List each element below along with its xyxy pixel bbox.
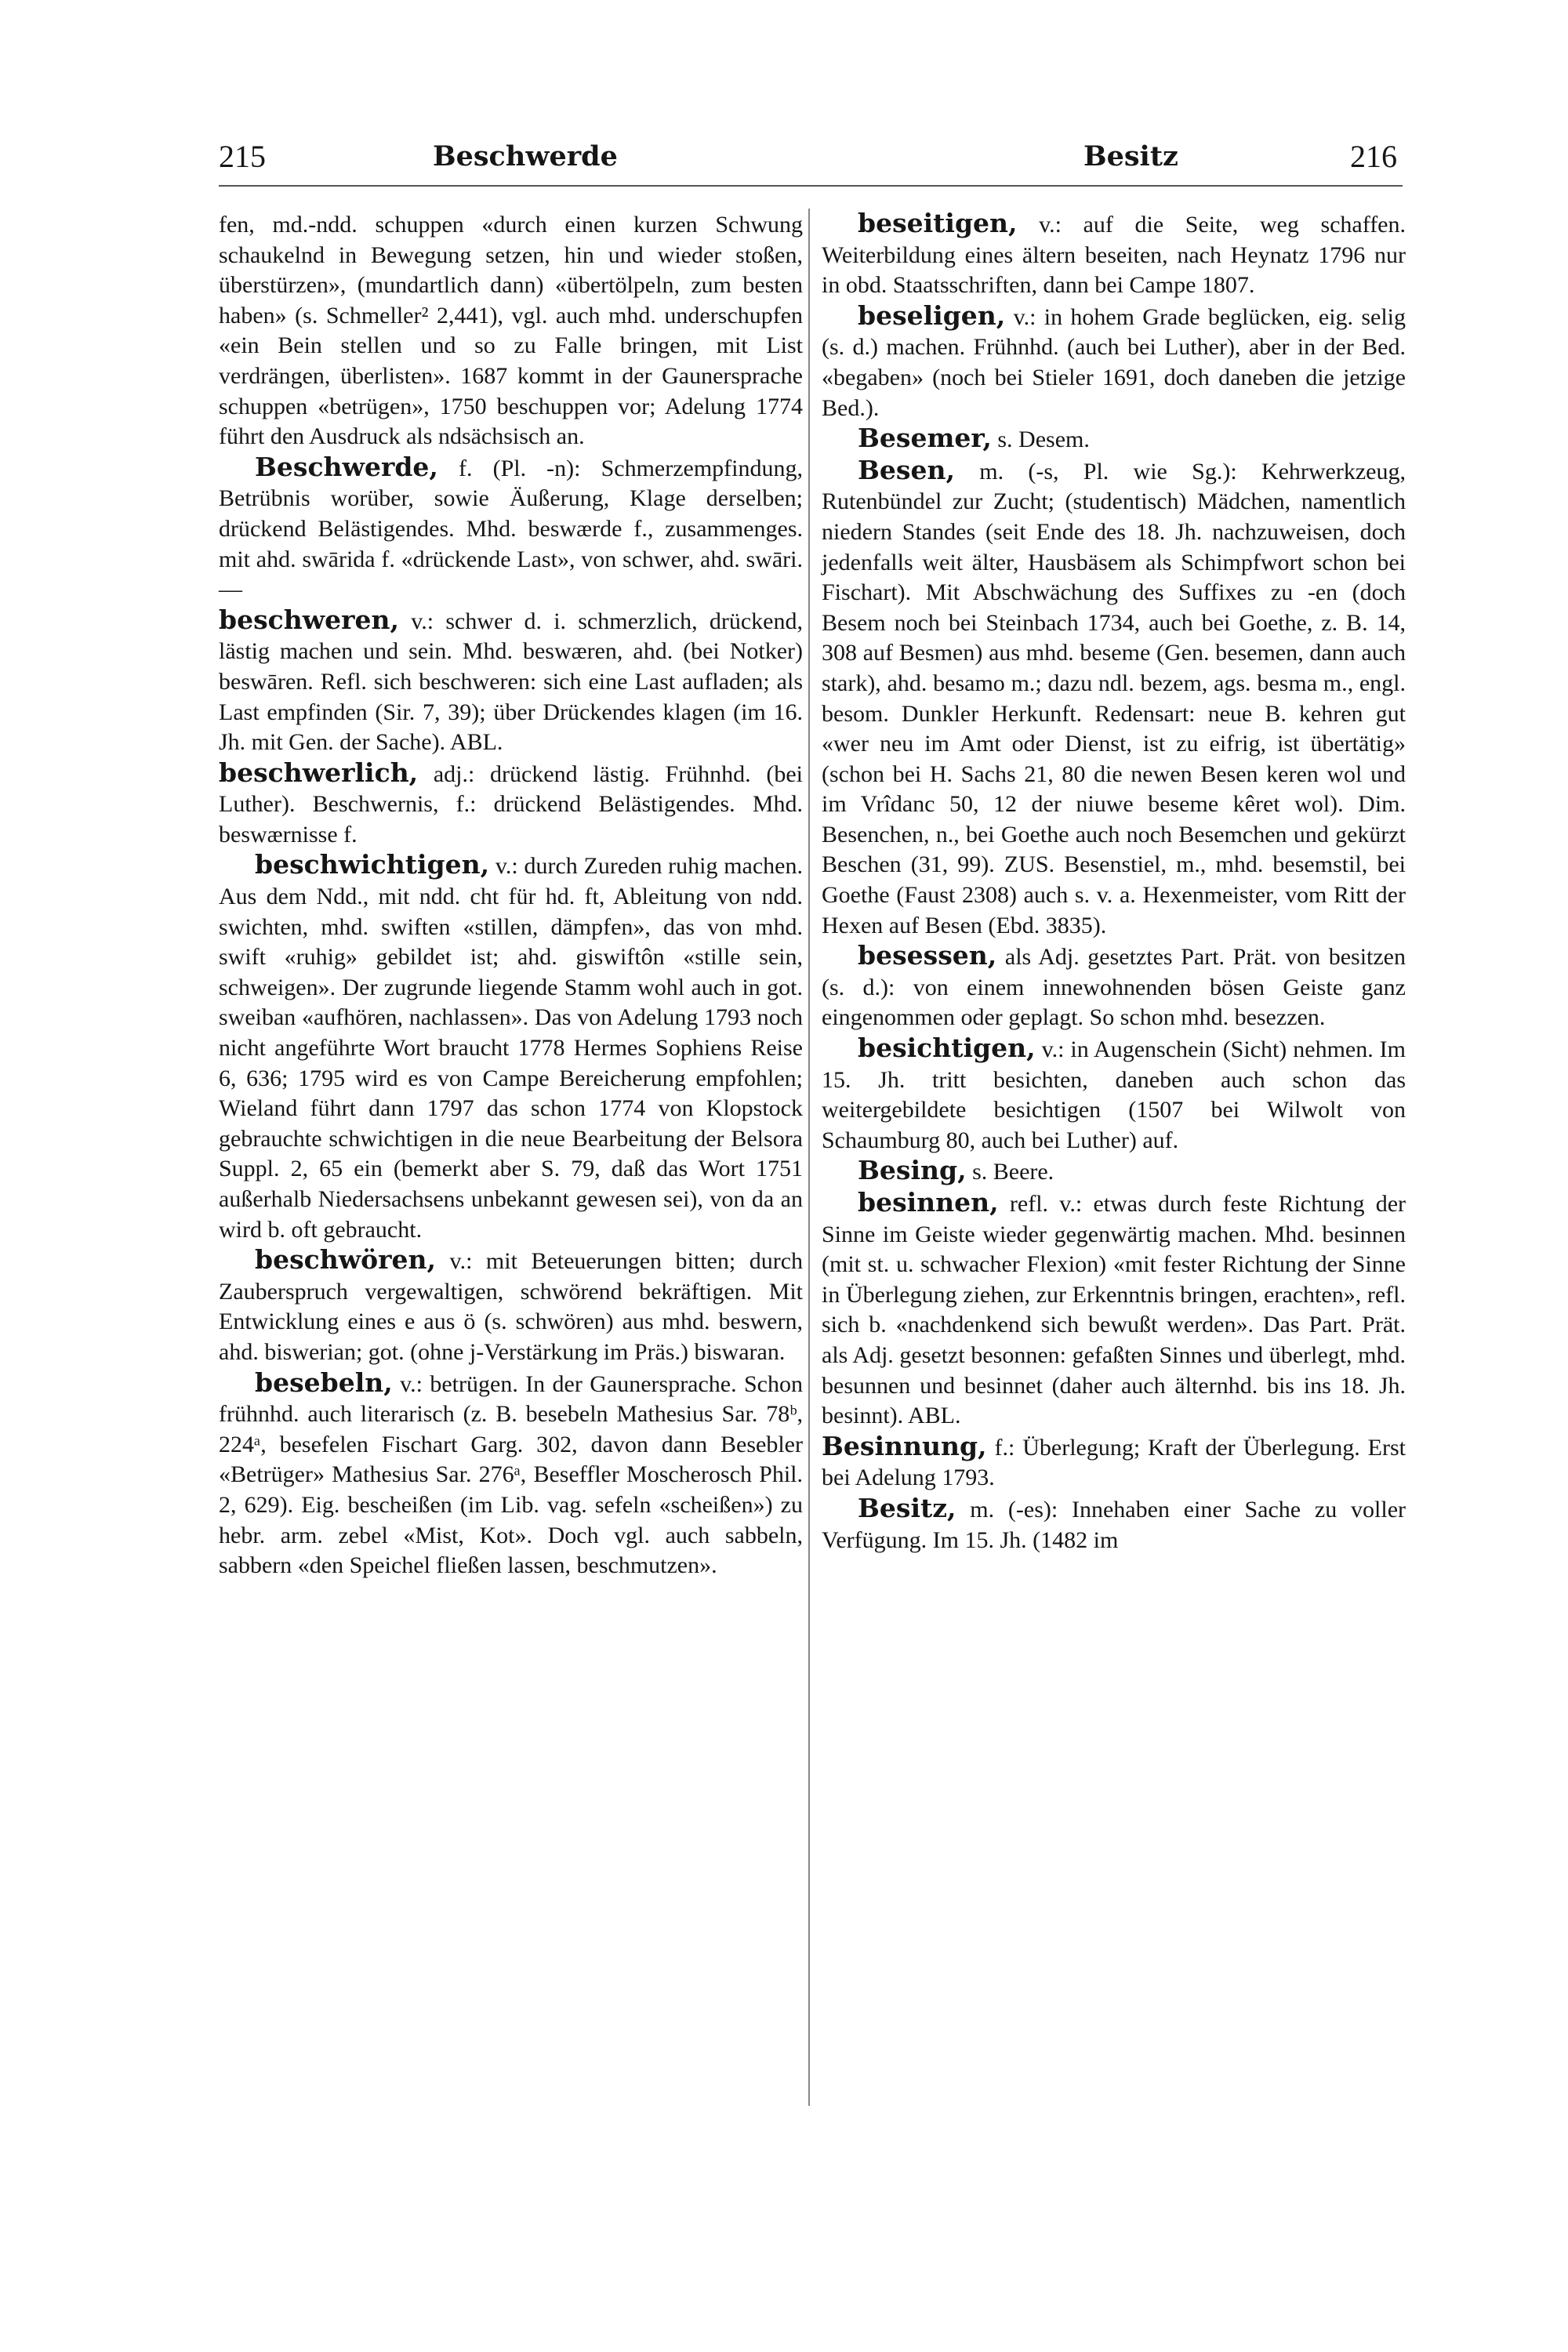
column-divider	[808, 209, 810, 2106]
dictionary-entry	[219, 605, 803, 758]
entry-lemma: Besen,	[858, 454, 955, 485]
entry-text: v.: durch Zureden ruhig machen. Aus dem Ndd., mit ndd. cht für hd. ft, Ableitung von ndd. swichten, mhd. swiften «stillen, dämpfen», das von mhd. swift «ruhig» gebildet ist; ahd. giswiftôn «stille sein, schweigen». Der zugrunde liegende Stamm wohl auch in got. sweiban «aufhören, nachlassen». Das von Adelung 1793 noch nicht angeführte Wort braucht 1778 Hermes Sophiens Reise 6, 636; 1795 wird es von Campe Bereicherung empfohlen; Wieland führt dann 1797 das schon 1774 von Klopstock gebrauchte schwichtigen in die neue Bearbeitung der Belsora Suppl. 2, 65 ein (bemerkt aber S. 79, daß das Wort 1751 außerhalb Niedersachsens unbekannt gewesen sei), von da an wird b. oft gebraucht.	[219, 853, 804, 1243]
dictionary-entry	[822, 1188, 1406, 1432]
entry-text: v.: auf die Seite, weg schaffen. Weiterbildung eines ältern beseiten, nach Heynatz 1796 nur in obd. Staatsschriften, dann bei Campe 1807.	[822, 212, 1406, 299]
dictionary-entry	[822, 1033, 1406, 1156]
page-number-right: 216	[1350, 139, 1397, 174]
entry-text: m. (-s, Pl. wie Sg.): Kehrwerkzeug, Rutenbündel zur Zucht; (studentisch) Mädchen, namentlich niedern Standes (seit Ende des 18. Jh. nachzuweisen, doch jedenfalls weit älter, Hausbäsem als Schimpfwort schon bei Fischart). Mit Abschwächung des Suffixes zu -en (doch Besem noch bei Steinbach 1734, auch bei Goethe, z. B. 14, 308 auf Besmen) aus mhd. beseme (Gen. besemen, dann auch stark), ahd. besamo m.; dazu ndl. bezem, ags. besma m., engl. besom. Dunkler Herkunft. Redensart: neue B. kehren gut «wer neu im Amt oder Dienst, ist zu eifrig, ist übertätig» (schon bei H. Sachs 21, 80 die newen Besen keren wol und im Vrîdanc 50, 12 der niuwe beseme kêret wol). Dim. Besenchen, n., bei Goethe auch noch Besemchen und gekürzt Beschen (31, 99). ZUS. Besenstiel, m., mhd. besemstil, bei Goethe (Faust 2308) auch s. v. a. Hexenmeister, vom Ritt der Hexen auf Besen (Ebd. 3835).	[822, 458, 1406, 938]
entry-text: m. (-es): Innehaben einer Sache zu voller Verfügung. Im 15. Jh. (1482 im	[822, 1496, 1406, 1553]
dictionary-entry	[219, 209, 803, 452]
dictionary-entry	[822, 1432, 1406, 1494]
entry-lemma: beseligen,	[858, 299, 1006, 331]
entry-text: f. (Pl. -n): Schmerzempfindung, Betrübnis worüber, sowie Äußerung, Klage derselben; drückend Belästigendes. Mhd. beswærde f., zusammenges. mit ahd. swārida f. «drückende Last», von schwer, ahd. swāri. —	[219, 455, 804, 603]
dictionary-entry	[219, 1368, 803, 1581]
entry-lemma: besichtigen,	[858, 1033, 1036, 1064]
entry-lemma: beschwerlich,	[219, 757, 419, 788]
entry-lemma: Besemer,	[858, 423, 992, 454]
running-head-left: Beschwerde	[433, 140, 618, 172]
page-number-left: 215	[219, 139, 266, 174]
dictionary-entry	[822, 941, 1406, 1033]
entry-lemma: besinnen,	[858, 1187, 999, 1218]
running-head-right: Besitz	[1083, 140, 1178, 172]
entry-lemma: Besinnung,	[822, 1430, 987, 1461]
entry-text: fen, md.-ndd. schuppen «durch einen kurzen Schwung schaukelnd in Bewegung setzen, hin und wieder stoßen, überstürzen», (mundartlich dann) «übertölpeln, zum besten haben» (s. Schmeller² 2,441), vgl. auch mhd. underschupfen «ein Bein stellen und so zu Falle bringen, mit List verdrängen, überlisten». 1687 kommt in der Gaunersprache schuppen «betrügen», 1750 beschuppen vor; Adelung 1774 führt den Ausdruck als ndsächsisch an.	[219, 212, 803, 450]
entry-lemma: beseitigen,	[858, 208, 1018, 238]
dictionary-entry	[822, 1156, 1406, 1188]
entry-text: v.: mit Beteuerungen bitten; durch Zauberspruch vergewaltigen, schwörend bekräftigen. Mit Entwicklung eines e aus ö (s. schwören) aus mhd. beswern, ahd. biswerian; got. (ohne j-Verstärkung im Präs.) biswaran.	[219, 1248, 804, 1365]
entry-lemma: Beschwerde,	[255, 451, 438, 482]
entry-lemma: besebeln,	[255, 1367, 393, 1398]
entry-text: s. Desem.	[997, 426, 1090, 453]
entry-lemma: Besitz,	[858, 1492, 956, 1523]
entry-lemma: beschwören,	[255, 1244, 437, 1276]
entry-text: v.: betrügen. In der Gaunersprache. Schon frühnhd. auch literarisch (z. B. besebeln Mathesius Sar. 78ᵇ, 224ᵃ, besefelen Fischart Garg. 302, davon dann Besebler «Betrüger» Mathesius Sar. 276ᵃ, Beseffler Moscherosch Phil. 2, 629). Eig. bescheißen (im Lib. vag. sefeln «scheißen») zu hebr. arm. zebel «Mist, Kot». Doch vgl. auch sabbeln, sabbern «den Speichel fließen lassen, beschmutzen».	[219, 1370, 803, 1579]
entry-lemma: beschweren,	[219, 604, 400, 635]
dictionary-entry	[219, 452, 803, 605]
right-column	[822, 209, 1406, 1555]
entry-text: refl. v.: etwas durch feste Richtung der Sinne im Geiste wieder gegenwärtig machen. Mhd. besinnen (mit st. u. schwacher Flexion) «mit fester Richtung der Sinne in Überlegung ziehen, zur Erkenntnis bringen, erachten», refl. sich b. «nachdenkend sich bewußt werden». Das Part. Prät. als Adj. gesetzt besonnen: gefaßten Sinnes und überlegt, mhd. besunnen und besinnet (daher auch älternhd. bis ins 18. Jh. besinnt). ABL.	[822, 1191, 1406, 1429]
left-column	[219, 209, 803, 1581]
entry-text: adj.: drückend lästig. Frühnhd. (bei Luther). Beschwernis, f.: drückend Belästigendes. Mhd. beswærnisse f.	[219, 760, 804, 848]
entry-lemma: Besing,	[858, 1155, 967, 1186]
entry-lemma: besessen,	[858, 940, 997, 971]
entry-text: v.: schwer d. i. schmerzlich, drückend, lästig machen und sein. Mhd. beswæren, ahd. (bei Notker) beswāren. Refl. sich beschweren: sich eine Last aufladen; als Last empfinden (Sir. 7, 39); über Drückendes klagen (im 16. Jh. mit Gen. der Sache). ABL.	[219, 608, 803, 756]
entry-text: s. Beere.	[972, 1159, 1054, 1185]
dictionary-entry	[822, 1494, 1406, 1555]
entry-text: v.: in Augenschein (Sicht) nehmen. Im 15. Jh. tritt besichten, daneben auch schon das weitergebildete besichtigen (1507 bei Wilwolt von Schaumburg 80, auch bei Luther) auf.	[822, 1036, 1406, 1153]
dictionary-entry	[822, 209, 1406, 301]
dictionary-entry	[822, 423, 1406, 456]
entry-text: als Adj. gesetztes Part. Prät. von besitzen (s. d.): von einem innewohnenden bösen Geiste ganz eingenommen oder geplagt. So schon mhd. besezzen.	[822, 944, 1406, 1031]
dictionary-entry	[219, 850, 803, 1245]
entry-text: v.: in hohem Grade beglücken, eig. selig (s. d.) machen. Frühnhd. (auch bei Luther), aber in der Bed. «begaben» (noch bei Stieler 1691, doch daneben die jetzige Bed.).	[822, 303, 1406, 421]
dictionary-entry	[822, 301, 1406, 423]
dictionary-entry	[822, 456, 1406, 942]
header-rule	[219, 185, 1403, 187]
dictionary-entry	[219, 758, 803, 851]
dictionary-entry	[219, 1245, 803, 1367]
entry-text: f.: Überlegung; Kraft der Überlegung. Erst bei Adelung 1793.	[822, 1434, 1406, 1491]
entry-lemma: beschwichtigen,	[255, 849, 490, 880]
